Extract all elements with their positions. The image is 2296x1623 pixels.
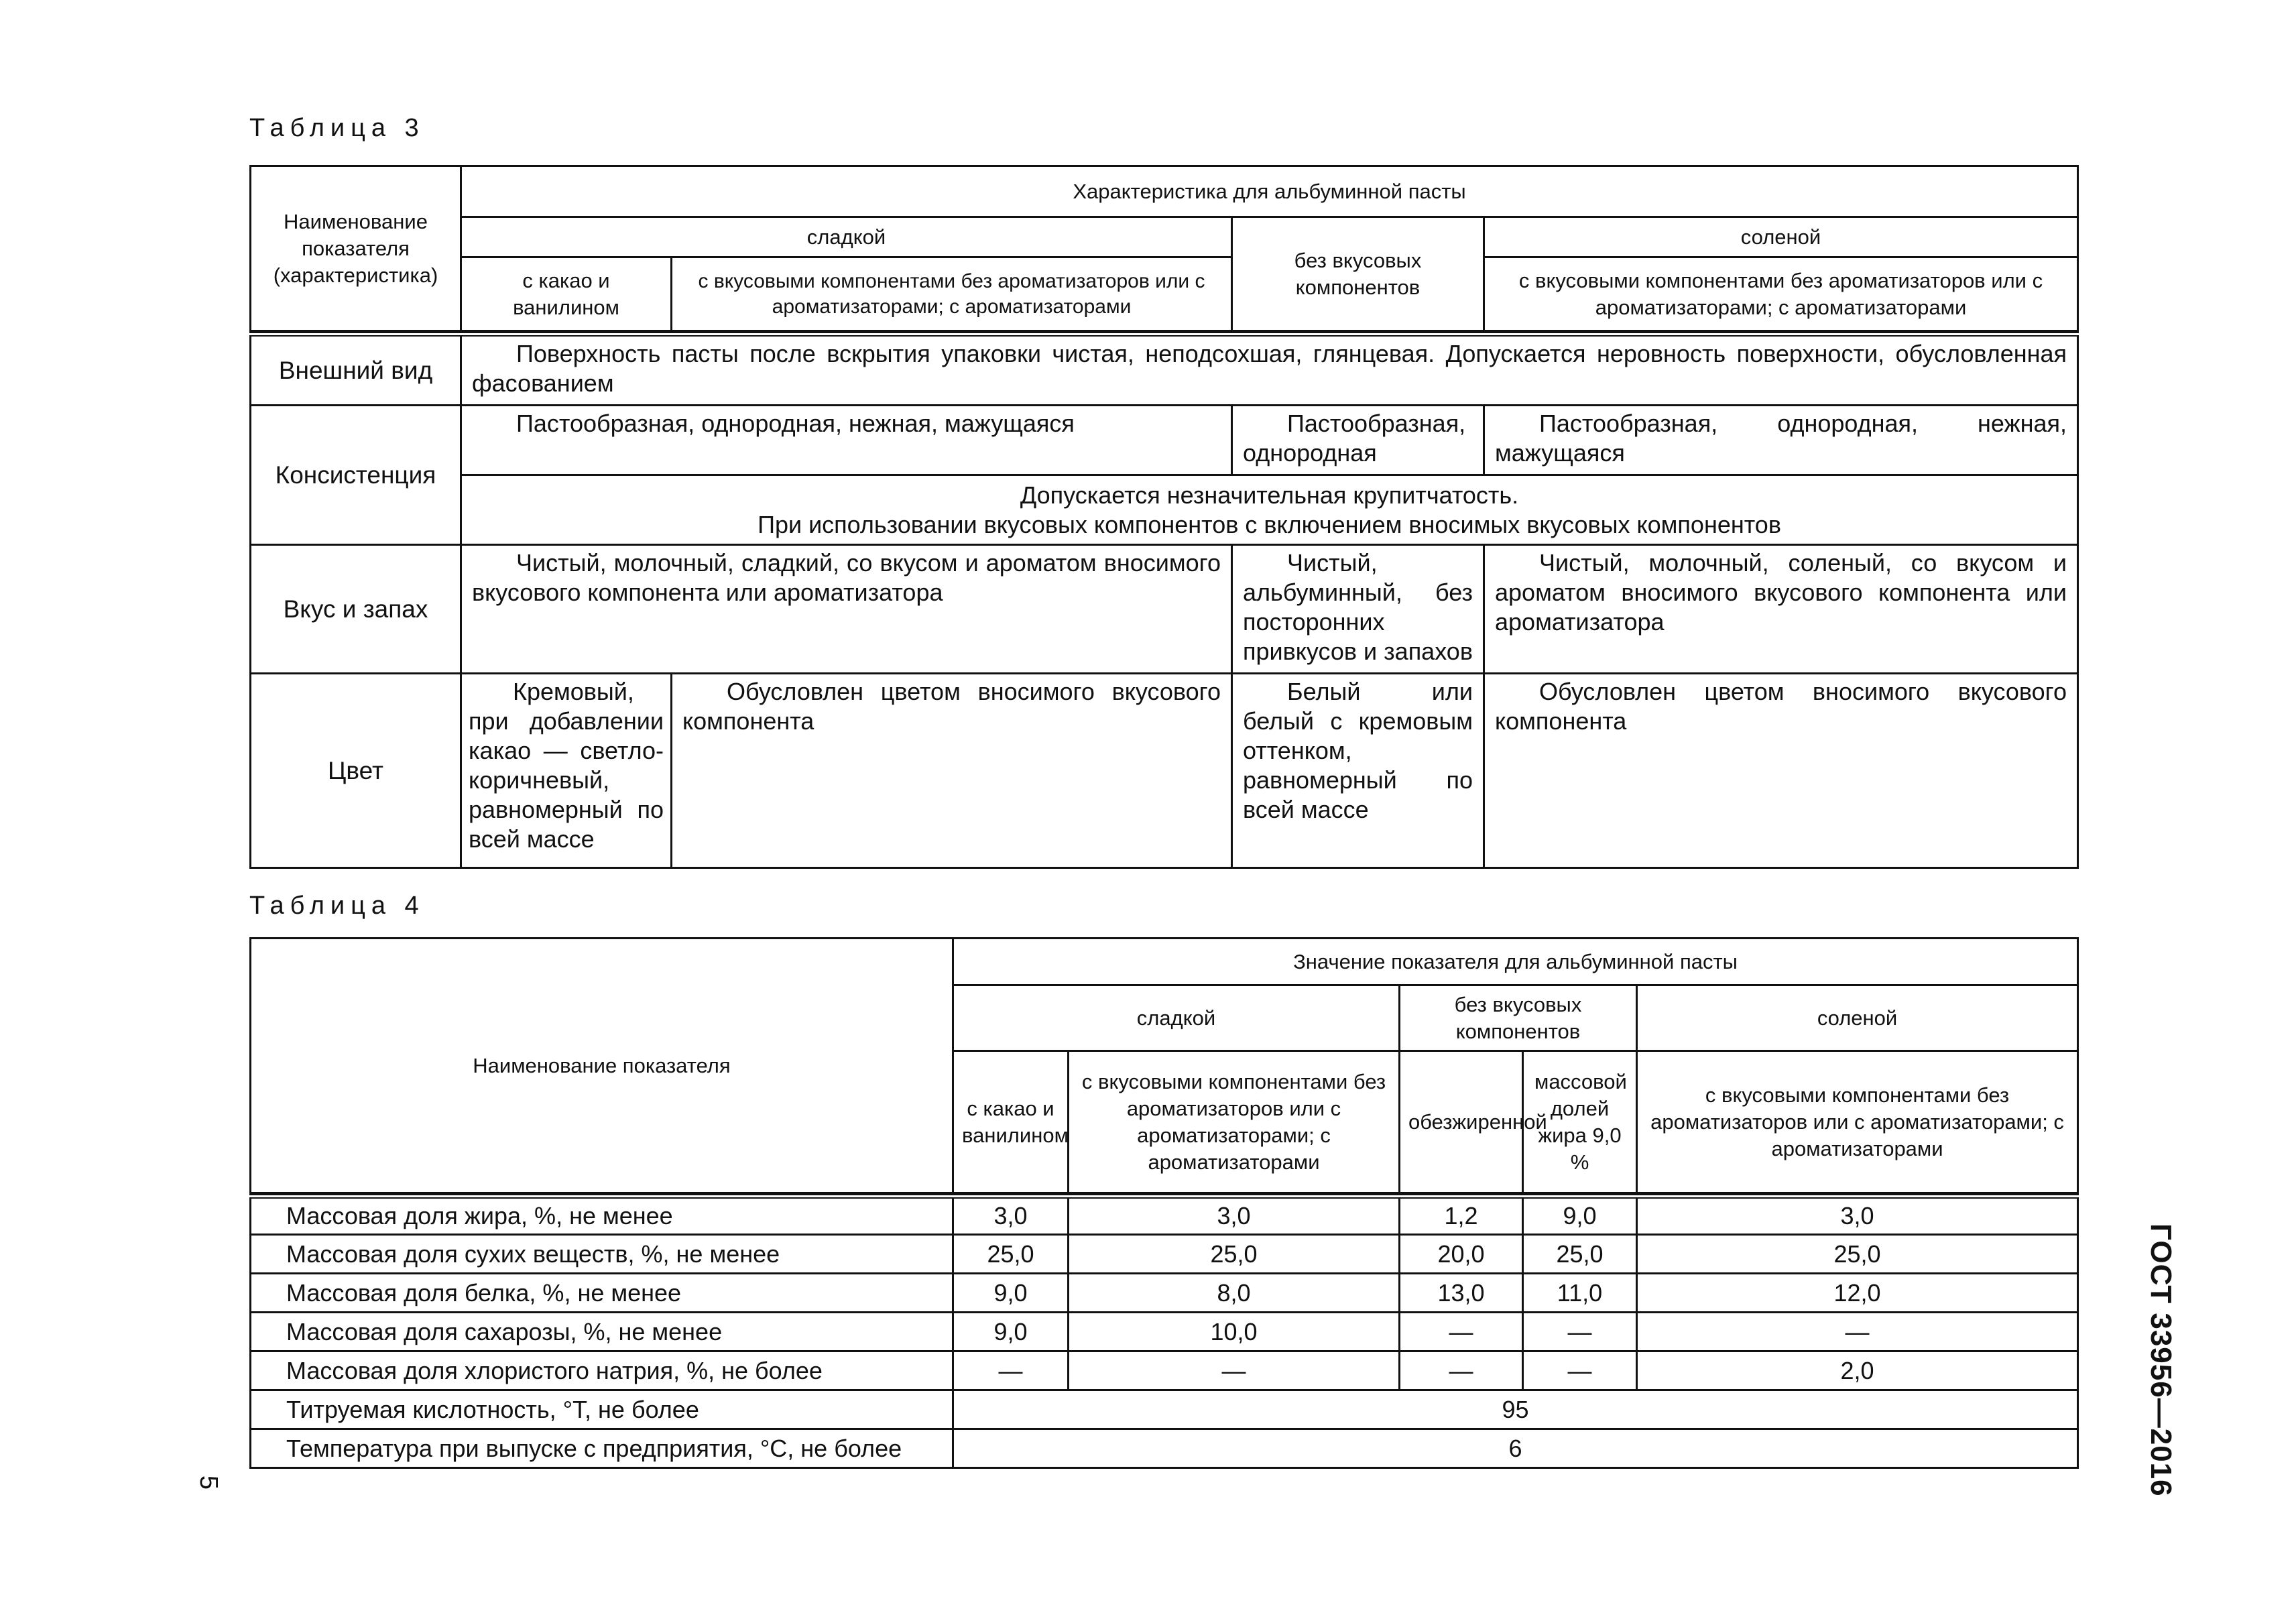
value-cell: 11,0 xyxy=(1523,1274,1637,1313)
table3-header-salted: соленой xyxy=(1484,217,2078,257)
row-label-color: Цвет xyxy=(251,674,461,868)
value-cell: 25,0 xyxy=(1523,1235,1637,1274)
indicator-name: Массовая доля сахарозы, %, не менее xyxy=(251,1313,953,1351)
table3-header-no-flavor: без вкусовых компонентов xyxy=(1232,217,1484,331)
table4-header-skim: обезжиренной xyxy=(1400,1051,1523,1193)
indicator-name: Массовая доля жира, %, не менее xyxy=(251,1197,953,1235)
page-number: 5 xyxy=(194,1475,223,1490)
taste-no-flavor: Чистый, альбуминный, без посторонних привкусов и запахов xyxy=(1243,549,1473,665)
taste-salted: Чистый, молочный, соленый, со вкусом и ароматом вносимого вкусового компонента или ароматизатора xyxy=(1495,549,2067,636)
appearance-text: Поверхность пасты после вскрытия упаковки чистая, неподсохшая, глянцевая. Допускается неровность поверхности, обусловленная фасованием xyxy=(472,340,2067,397)
table4-caption: Таблица 4 xyxy=(249,892,425,920)
consistency-note-line2: При использовании вкусовых компонентов с включением вносимых вкусовых компонентов xyxy=(758,510,1781,538)
value-cell: 20,0 xyxy=(1400,1235,1523,1274)
table-row xyxy=(251,1274,2078,1313)
table4-header-fat9: массовой долей жира 9,0 % xyxy=(1523,1051,1637,1193)
table4-header-salted: соленой xyxy=(1637,985,2078,1051)
color-sweet-flavored: Обусловлен цветом вносимого вкусового компонента xyxy=(682,678,1221,735)
table-row xyxy=(251,1235,2078,1274)
value-cell: — xyxy=(1400,1313,1523,1351)
table3-header-indicator: Наименование показателя (характеристика) xyxy=(251,166,461,331)
consistency-no-flavor: Пастообразная, однородная xyxy=(1243,410,1466,467)
table-row xyxy=(251,1313,2078,1351)
value-cell: 25,0 xyxy=(953,1235,1069,1274)
table3-header-cocoa: с какао и ванилином xyxy=(461,257,672,331)
value-cell: 25,0 xyxy=(1637,1235,2078,1274)
value-cell: — xyxy=(1069,1351,1400,1390)
value-cell: — xyxy=(1523,1313,1637,1351)
indicator-name: Массовая доля хлористого натрия, %, не более xyxy=(251,1351,953,1390)
value-cell: 9,0 xyxy=(1523,1197,1637,1235)
table4-header-no-flavor: без вкусовых компонентов xyxy=(1400,985,1637,1051)
consistency-salted: Пастообразная, однородная, нежная, мажущаяся xyxy=(1495,410,2067,467)
row-label-taste: Вкус и запах xyxy=(251,545,461,674)
value-cell: 2,0 xyxy=(1637,1351,2078,1390)
value-cell: 3,0 xyxy=(953,1197,1069,1235)
table3-header-salted-flavored: с вкусовыми компонентами без ароматизаторов или с ароматизаторами; с ароматизаторами xyxy=(1484,257,2078,331)
value-cell: — xyxy=(953,1351,1069,1390)
table-row xyxy=(251,1429,2078,1468)
indicator-name: Массовая доля белка, %, не менее xyxy=(251,1274,953,1313)
table-row xyxy=(251,1351,2078,1390)
value-cell: 9,0 xyxy=(953,1274,1069,1313)
value-cell: — xyxy=(1400,1351,1523,1390)
table-row xyxy=(251,1197,2078,1235)
table3-header-group: Характеристика для альбуминной пасты xyxy=(461,166,2078,217)
acidity-value: 95 xyxy=(953,1390,2078,1429)
value-cell: 12,0 xyxy=(1637,1274,2078,1313)
color-cocoa: Кремовый, при добавлении какао — светло-коричневый, равномерный по всей массе xyxy=(469,678,664,853)
table4-header-salted-flavored: с вкусовыми компонентами без ароматизаторов или с ароматизаторами; с ароматизаторами xyxy=(1637,1051,2078,1193)
value-cell: 25,0 xyxy=(1069,1235,1400,1274)
color-no-flavor: Белый или белый с кремовым оттенком, равномерный по всей массе xyxy=(1243,678,1473,823)
table-row xyxy=(251,1390,2078,1429)
table3-header-sweet-flavored: с вкусовыми компонентами без ароматизаторов или с ароматизаторами; с ароматизаторами xyxy=(672,257,1232,331)
value-cell: 1,2 xyxy=(1400,1197,1523,1235)
indicator-name: Массовая доля сухих веществ, %, не менее xyxy=(251,1235,953,1274)
taste-sweet: Чистый, молочный, сладкий, со вкусом и ароматом вносимого вкусового компонента или ароматизатора xyxy=(472,549,1221,606)
standard-number: ГОСТ 33956—2016 xyxy=(2144,1223,2177,1497)
value-cell: — xyxy=(1637,1313,2078,1351)
table4-header-indicator: Наименование показателя xyxy=(251,939,953,1193)
acidity-name: Титруемая кислотность, °Т, не более xyxy=(251,1390,953,1429)
table3 xyxy=(249,165,2079,869)
value-cell: — xyxy=(1523,1351,1637,1390)
table4-header-sweet-flavored: с вкусовыми компонентами без ароматизаторов или с ароматизаторами; с ароматизаторами xyxy=(1069,1051,1400,1193)
value-cell: 8,0 xyxy=(1069,1274,1400,1313)
consistency-note-line1: Допускается незначительная крупитчатость. xyxy=(1020,481,1519,509)
temperature-value: 6 xyxy=(953,1429,2078,1468)
table4-header-sweet: сладкой xyxy=(953,985,1400,1051)
table4-header-group: Значение показателя для альбуминной пасты xyxy=(953,939,2078,985)
row-label-appearance: Внешний вид xyxy=(251,335,461,406)
value-cell: 13,0 xyxy=(1400,1274,1523,1313)
value-cell: 10,0 xyxy=(1069,1313,1400,1351)
row-label-consistency: Консистенция xyxy=(251,406,461,545)
table3-header-sweet: сладкой xyxy=(461,217,1232,257)
temperature-name: Температура при выпуске с предприятия, °С, не более xyxy=(251,1429,953,1468)
value-cell: 9,0 xyxy=(953,1313,1069,1351)
value-cell: 3,0 xyxy=(1069,1197,1400,1235)
consistency-sweet: Пастообразная, однородная, нежная, мажущаяся xyxy=(516,410,1075,437)
table4-header-cocoa: с какао и ванилином xyxy=(953,1051,1069,1193)
color-salted: Обусловлен цветом вносимого вкусового компонента xyxy=(1495,678,2067,735)
table3-caption: Таблица 3 xyxy=(249,114,425,142)
table4 xyxy=(249,937,2079,1469)
value-cell: 3,0 xyxy=(1637,1197,2078,1235)
